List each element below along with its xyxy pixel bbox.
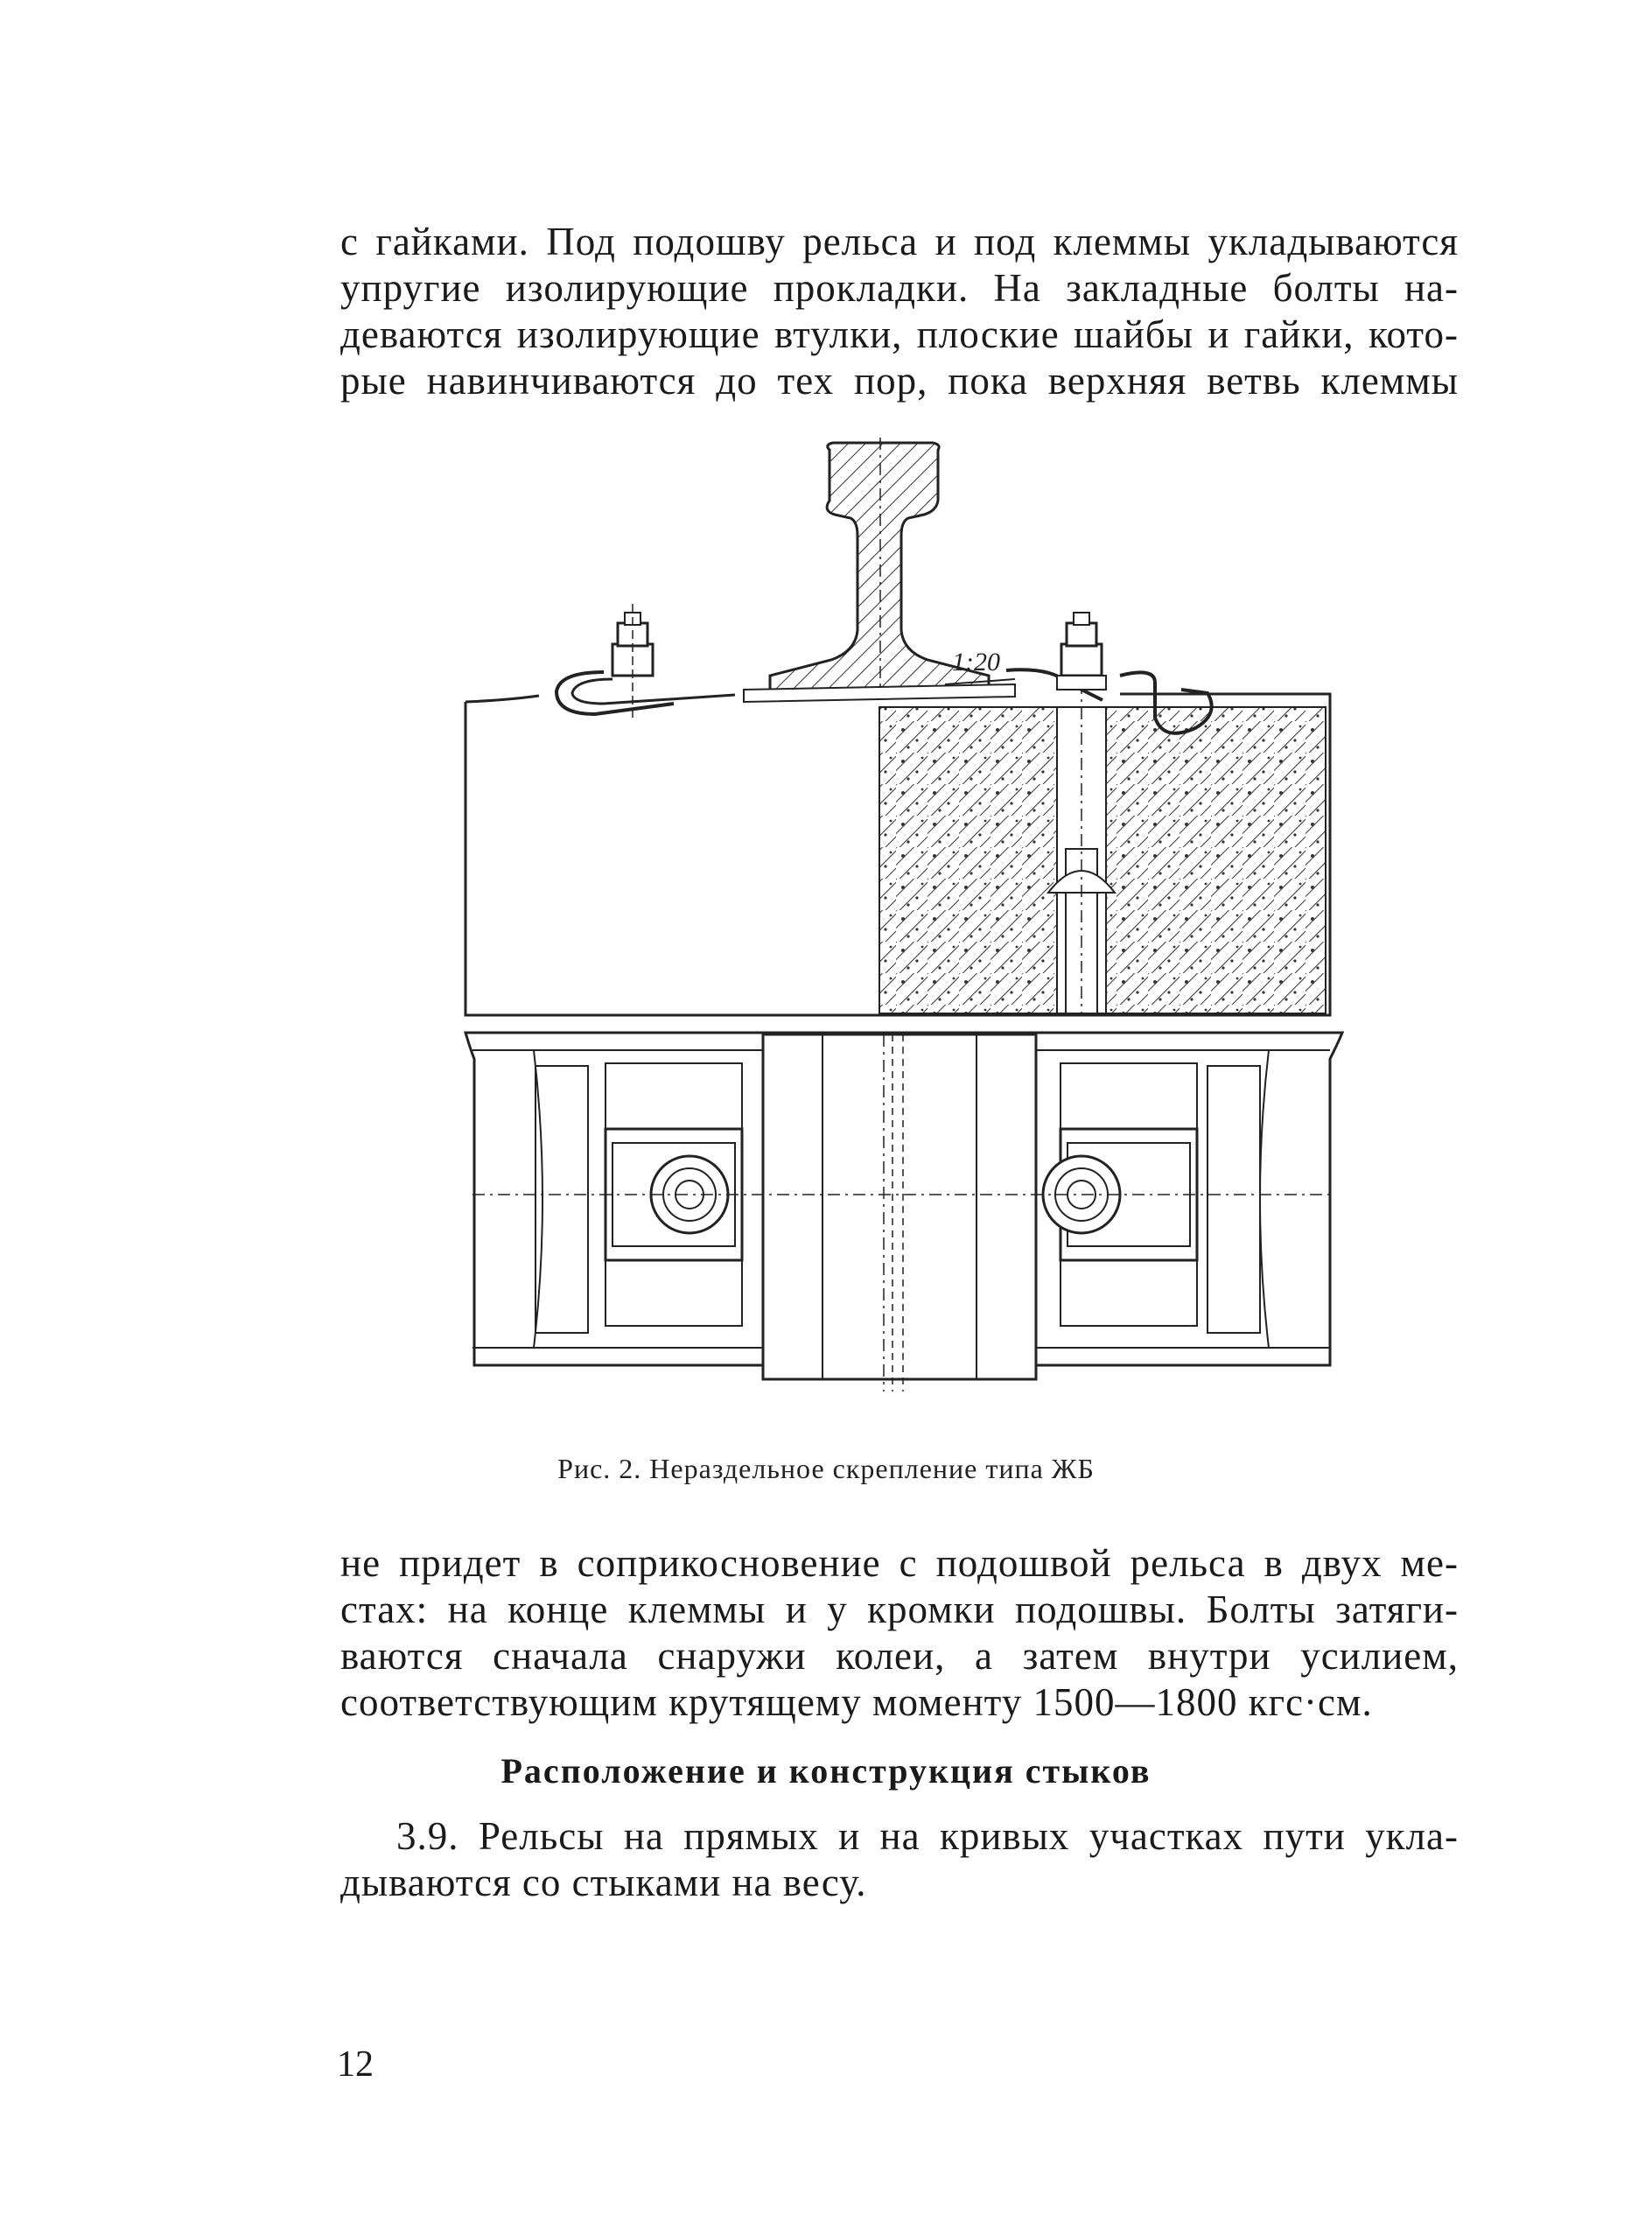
section-heading: Расположение и конструкция стыков	[500, 1751, 1152, 1791]
section-view	[466, 438, 1330, 1015]
text-line: упругие изолирующие прокладки. На закладные болты на-	[340, 266, 1459, 310]
plan-view	[466, 1033, 1342, 1391]
text-line: рые навинчиваются до тех пор, пока верхняя ветвь клеммы	[340, 359, 1459, 403]
text-line: с гайками. Под подошву рельса и под клеммы укладываются	[340, 220, 1459, 263]
fastening-drawing	[455, 438, 1348, 1418]
text-line: соответствующим крутящему моменту 1500—1800 кгс·см.	[340, 1680, 1373, 1724]
text-line: дываются со стыками на весу.	[340, 1861, 867, 1904]
figure-rail-fastening	[455, 438, 1348, 1418]
page-number: 12	[337, 2044, 374, 2085]
text-line: деваются изолирующие втулки, плоские шайбы и гайки, кото-	[340, 312, 1459, 356]
paragraph-section	[340, 1813, 1459, 1906]
text-line: ваются сначала снаружи колеи, а затем внутри усилием,	[340, 1634, 1459, 1678]
text-line: стах: на конце клеммы и у кромки подошвы. Болты затяги-	[340, 1588, 1459, 1631]
figure-caption: Рис. 2. Нераздельное скрепление типа ЖБ	[557, 1453, 1095, 1484]
text-line: не придет в соприкосновение с подошвой рельса в двух ме-	[340, 1541, 1459, 1585]
text-line: 3.9. Рельсы на прямых и на кривых участках пути укла-	[396, 1814, 1459, 1858]
rail-base-plan	[763, 1034, 1036, 1379]
paragraph-after-figure	[340, 1540, 1459, 1726]
slope-label: 1:20	[952, 648, 1000, 676]
paragraph-top	[340, 219, 1459, 404]
